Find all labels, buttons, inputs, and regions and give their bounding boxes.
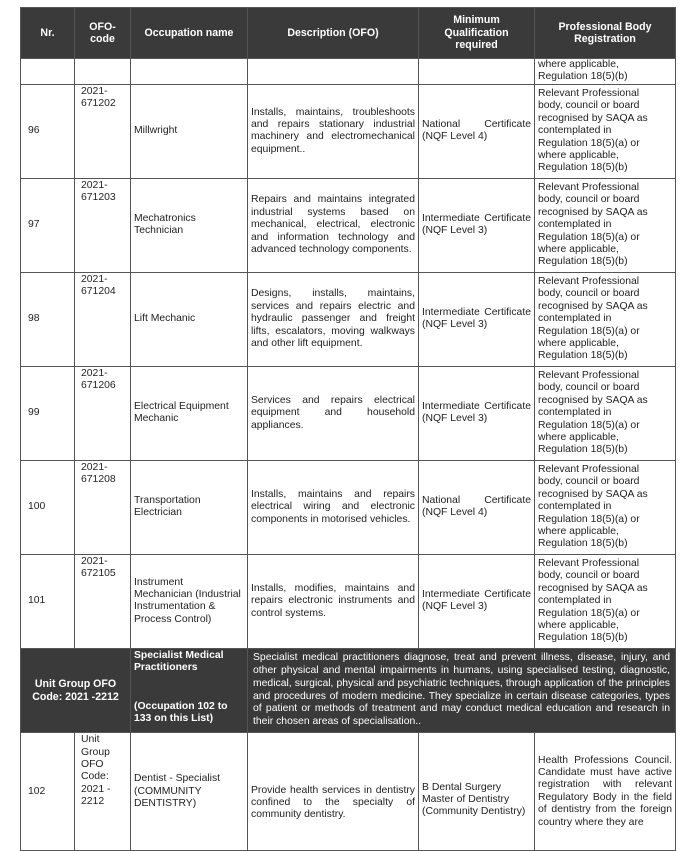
row-registration xyxy=(535,84,676,178)
row-nr: 97 xyxy=(21,178,75,272)
reg-line: contemplated in xyxy=(538,313,612,325)
row-occupation: Instrument Mechanician (Industrial Instrumentation & Process Control) xyxy=(131,554,248,648)
reg-line: body, council or board xyxy=(538,100,640,112)
reg-line: body, council or board xyxy=(538,288,640,300)
reg-line: Relevant Professional xyxy=(538,463,640,475)
carryover-qualification xyxy=(419,59,535,85)
reg-line: recognised by SAQA as xyxy=(538,394,648,406)
occupation-table xyxy=(20,7,676,851)
row-qualification: Intermediate Certificate (NQF Level 3) xyxy=(419,272,535,366)
carryover-nr xyxy=(21,59,75,85)
reg-line: Regulation 18(5)(b) xyxy=(538,444,628,456)
reg-line: where applicable, xyxy=(538,149,619,161)
table-row xyxy=(21,733,676,851)
carryover-code xyxy=(75,59,131,85)
reg-line: Regulation 18(5)(b) xyxy=(538,71,628,83)
unit-group-occupation-range: (Occupation 102 to 133 on this List) xyxy=(134,700,228,725)
row-occupation: Transportation Electrician xyxy=(131,460,248,554)
row-description: Installs, maintains, troubleshoots and repairs stationary industrial machinery and electromechanical equipment.. xyxy=(248,84,419,178)
reg-line: Regulation 18(5)(a) or xyxy=(538,419,640,431)
row-registration: Health Professions Council. Candidate must have active registration with relevant Regulatory Body in the field of dentistry from the foreign country where they are xyxy=(535,733,676,851)
row-description: Installs, maintains and repairs electrical wiring and electronic components in motorised vehicles. xyxy=(248,460,419,554)
reg-line: Relevant Professional xyxy=(538,87,640,99)
row-nr: 100 xyxy=(21,460,75,554)
row-ofo-code: 2021-671202 xyxy=(75,84,131,178)
row-nr: 99 xyxy=(21,366,75,460)
row-qualification: Intermediate Certificate (NQF Level 3) xyxy=(419,554,535,648)
reg-line: recognised by SAQA as xyxy=(538,300,648,312)
row-qualification: National Certificate (NQF Level 4) xyxy=(419,84,535,178)
row-description: Services and repairs electrical equipment and household appliances. xyxy=(248,366,419,460)
reg-line: contemplated in xyxy=(538,595,612,607)
row-nr: 101 xyxy=(21,554,75,648)
row-description: Designs, installs, maintains, services and repairs electric and hydraulic passenger and freight lifts, escalators, moving walkways and other lift equipment. xyxy=(248,272,419,366)
reg-line: Regulation 18(5)(a) or xyxy=(538,607,640,619)
header-registration: Professional Body Registration xyxy=(535,8,676,59)
reg-line: recognised by SAQA as xyxy=(538,206,648,218)
reg-line: Regulation 18(5)(a) or xyxy=(538,231,640,243)
row-ofo-code: 2021-671203 xyxy=(75,178,131,272)
row-occupation: Dentist - Specialist (COMMUNITY DENTISTRY) xyxy=(131,733,248,851)
reg-line: Regulation 18(5)(b) xyxy=(538,632,628,644)
row-qualification: Intermediate Certificate (NQF Level 3) xyxy=(419,366,535,460)
row-registration xyxy=(535,554,676,648)
row-ofo-code: Unit Group OFO Code: 2021 - 2212 xyxy=(75,733,131,851)
row-nr: 102 xyxy=(21,733,75,851)
row-ofo-code: 2021-671208 xyxy=(75,460,131,554)
header-nr: Nr. xyxy=(21,8,75,59)
reg-line: contemplated in xyxy=(538,219,612,231)
reg-line: Regulation 18(5)(b) xyxy=(538,350,628,362)
row-registration xyxy=(535,178,676,272)
carryover-description xyxy=(248,59,419,85)
reg-line: Regulation 18(5)(b) xyxy=(538,256,628,268)
row-occupation: Lift Mechanic xyxy=(131,272,248,366)
row-nr: 98 xyxy=(21,272,75,366)
reg-line: recognised by SAQA as xyxy=(538,582,648,594)
reg-line: Relevant Professional xyxy=(538,181,640,193)
header-row xyxy=(21,8,676,59)
reg-line: contemplated in xyxy=(538,125,612,137)
reg-line: contemplated in xyxy=(538,501,612,513)
reg-line: Regulation 18(5)(b) xyxy=(538,162,628,174)
unit-group-label: Unit Group OFO Code: 2021 -2212 xyxy=(21,648,131,732)
reg-line: Relevant Professional xyxy=(538,275,640,287)
header-occupation: Occupation name xyxy=(131,8,248,59)
reg-line: contemplated in xyxy=(538,407,612,419)
reg-line: Relevant Professional xyxy=(538,557,640,569)
reg-line: body, council or board xyxy=(538,570,640,582)
reg-line: body, council or board xyxy=(538,194,640,206)
row-registration xyxy=(535,460,676,554)
row-ofo-code: 2021-672105 xyxy=(75,554,131,648)
reg-line: Regulation 18(5)(b) xyxy=(538,538,628,550)
row-occupation: Millwright xyxy=(131,84,248,178)
reg-line: Regulation 18(5)(a) or xyxy=(538,325,640,337)
row-registration xyxy=(535,272,676,366)
reg-line: Regulation 18(5)(a) or xyxy=(538,137,640,149)
header-description: Description (OFO) xyxy=(248,8,419,59)
row-registration xyxy=(535,366,676,460)
row-qualification: Intermediate Certificate (NQF Level 3) xyxy=(419,178,535,272)
reg-line: where applicable, xyxy=(538,525,619,537)
row-ofo-code: 2021-671206 xyxy=(75,366,131,460)
unit-group-row xyxy=(21,648,676,732)
unit-group-description: Specialist medical practitioners diagnose, treat and prevent illness, disease, injury, and other physical and mental impairments in humans, using specialised testing, diagnostic, medical, surgical, physical and psychiatric techniques, through application of the principles and procedures of modern medicine. They specialize in certain disease categories, types of patient or methods of treatment and may conduct medical education and research in their chosen areas of specialisation.. xyxy=(248,648,676,732)
table-row xyxy=(21,366,676,460)
header-ofo-code: OFO-code xyxy=(75,8,131,59)
row-description: Repairs and maintains integrated industrial systems based on mechanical, electrical, electronic and information technology and advanced technology components. xyxy=(248,178,419,272)
reg-line: where applicable, xyxy=(538,431,619,443)
table-row xyxy=(21,178,676,272)
reg-line: Regulation 18(5)(a) or xyxy=(538,513,640,525)
row-ofo-code: 2021-671204 xyxy=(75,272,131,366)
carryover-row xyxy=(21,59,676,85)
row-nr: 96 xyxy=(21,84,75,178)
reg-line: body, council or board xyxy=(538,476,640,488)
row-qualification: B Dental Surgery Master of Dentistry (Community Dentistry) xyxy=(419,733,535,851)
header-qualification: Minimum Qualification required xyxy=(419,8,535,59)
row-occupation: Electrical Equipment Mechanic xyxy=(131,366,248,460)
row-qualification: National Certificate (NQF Level 4) xyxy=(419,460,535,554)
spacer xyxy=(134,675,244,701)
reg-line: where applicable, xyxy=(538,243,619,255)
carryover-occupation xyxy=(131,59,248,85)
reg-line: where applicable, xyxy=(538,619,619,631)
row-occupation: Mechatronics Technician xyxy=(131,178,248,272)
row-description: Provide health services in dentistry confined to the specialty of community dentistry. xyxy=(248,733,419,851)
reg-line: where applicable, xyxy=(538,337,619,349)
reg-line: where applicable, xyxy=(538,59,619,70)
reg-line: recognised by SAQA as xyxy=(538,488,648,500)
carryover-registration xyxy=(535,59,676,85)
reg-line: body, council or board xyxy=(538,382,640,394)
row-description: Installs, modifies, maintains and repairs electronic instruments and control systems. xyxy=(248,554,419,648)
reg-line: Relevant Professional xyxy=(538,369,640,381)
unit-group-occupation xyxy=(131,648,248,732)
table-row xyxy=(21,460,676,554)
unit-group-occupation-name: Specialist Medical Practitioners xyxy=(134,649,224,674)
table-row xyxy=(21,554,676,648)
table-row xyxy=(21,272,676,366)
table-row xyxy=(21,84,676,178)
reg-line: recognised by SAQA as xyxy=(538,112,648,124)
